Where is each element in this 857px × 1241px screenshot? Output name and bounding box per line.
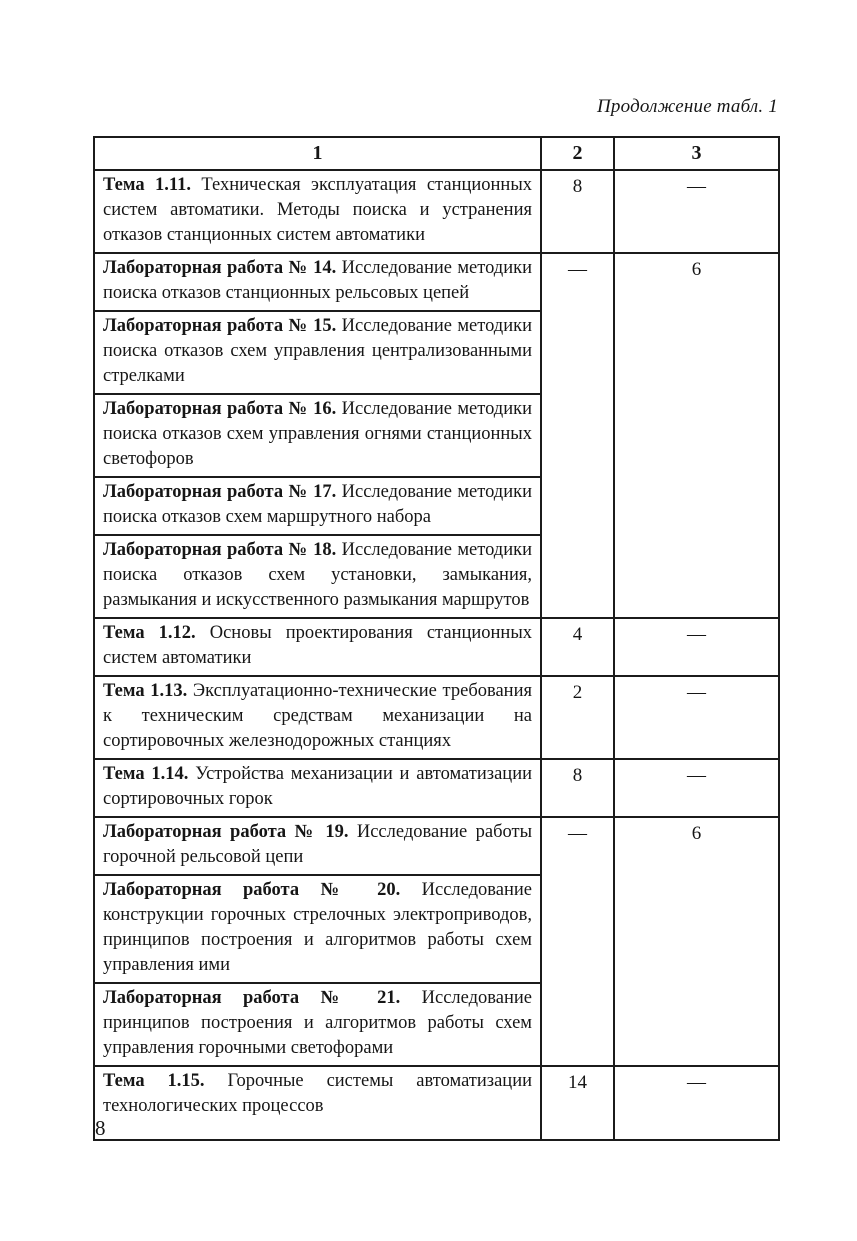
topic-description: Исследование методики поиска отказов схем управления централизованными стрелками <box>103 316 533 386</box>
topic-cell <box>94 535 541 618</box>
column-header: 1 <box>94 137 541 170</box>
table-row <box>94 817 779 875</box>
hours-col3-cell: — <box>614 676 779 759</box>
topic-title: Лабораторная работа № 19. <box>103 822 349 842</box>
topic-cell <box>94 875 541 983</box>
table-row <box>94 618 779 676</box>
page-number: 8 <box>95 1116 106 1140</box>
topic-title: Тема 1.13. <box>103 681 188 701</box>
hours-col3-cell: 6 <box>614 817 779 1066</box>
column-header: 3 <box>614 137 779 170</box>
topic-title: Тема 1.12. <box>103 623 196 643</box>
topic-cell <box>94 394 541 477</box>
topic-description: Исследование методики поиска отказов схем управления огнями станционных светофоров <box>103 399 533 469</box>
topic-description: Эксплуатационно-технические требования к техническим средствам механизации на сортировочных железнодорожных станциях <box>103 681 532 751</box>
topic-description: Устройства механизации и автоматизации сортировочных горок <box>103 764 532 809</box>
topic-title: Лабораторная работа № 18. <box>103 540 337 560</box>
hours-col3-cell: — <box>614 759 779 817</box>
hours-col3-cell: — <box>614 618 779 676</box>
table-row <box>94 676 779 759</box>
hours-col3-cell: — <box>614 170 779 253</box>
topic-cell <box>94 676 541 759</box>
table-row <box>94 253 779 311</box>
topic-description: Исследование работы горочной рельсовой цепи <box>103 822 533 867</box>
hours-col2-cell: 4 <box>541 618 614 676</box>
hours-col2-cell: 8 <box>541 170 614 253</box>
topic-description: Исследование принципов построения и алгоритмов работы схем управления горочными светофорами <box>103 988 532 1058</box>
topic-cell <box>94 1066 541 1140</box>
topic-description: Техническая эксплуатация станционных систем автоматики. Методы поиска и устранения отказов станционных систем автоматики <box>103 175 532 245</box>
hours-col2-cell: 2 <box>541 676 614 759</box>
table-row <box>94 759 779 817</box>
table-body <box>94 170 779 1140</box>
hours-col3-cell: 6 <box>614 253 779 618</box>
curriculum-table <box>93 136 780 1141</box>
topic-title: Лабораторная работа № 17. <box>103 482 337 502</box>
hours-col2-cell: — <box>541 817 614 1066</box>
topic-cell <box>94 759 541 817</box>
topic-cell <box>94 477 541 535</box>
topic-title: Лабораторная работа № 15. <box>103 316 337 336</box>
topic-description: Основы проектирования станционных систем автоматики <box>103 623 533 668</box>
topic-title: Тема 1.11. <box>103 175 191 195</box>
topic-title: Лабораторная работа № 14. <box>103 258 337 278</box>
topic-description: Исследование методики поиска отказов схем маршрутного набора <box>103 482 533 527</box>
hours-col2-cell: 8 <box>541 759 614 817</box>
topic-cell <box>94 253 541 311</box>
table-continuation-caption: Продолжение табл. 1 <box>597 96 778 117</box>
topic-cell <box>94 817 541 875</box>
topic-cell <box>94 170 541 253</box>
table-row <box>94 170 779 253</box>
table-row <box>94 1066 779 1140</box>
topic-title: Тема 1.14. <box>103 764 189 784</box>
topic-description: Исследование методики поиска отказов станционных рельсовых цепей <box>103 258 533 303</box>
topic-cell <box>94 983 541 1066</box>
hours-col3-cell: — <box>614 1066 779 1140</box>
topic-description: Горочные системы автоматизации технологических процессов <box>103 1071 533 1116</box>
topic-description: Исследование методики поиска отказов схем установки, замыкания, размыкания и искусственного размыкания маршрутов <box>103 540 533 610</box>
topic-title: Тема 1.15. <box>103 1071 205 1091</box>
topic-cell <box>94 311 541 394</box>
topic-title: Лабораторная работа № 21. <box>103 988 401 1008</box>
table-header-row <box>94 137 779 170</box>
topic-title: Лабораторная работа № 20. <box>103 880 401 900</box>
topic-title: Лабораторная работа № 16. <box>103 399 337 419</box>
column-header: 2 <box>541 137 614 170</box>
hours-col2-cell: 14 <box>541 1066 614 1140</box>
topic-description: Исследование конструкции горочных стрелочных электроприводов, принципов построения и алгоритмов работы схем управления ими <box>103 880 532 975</box>
hours-col2-cell: — <box>541 253 614 618</box>
topic-cell <box>94 618 541 676</box>
